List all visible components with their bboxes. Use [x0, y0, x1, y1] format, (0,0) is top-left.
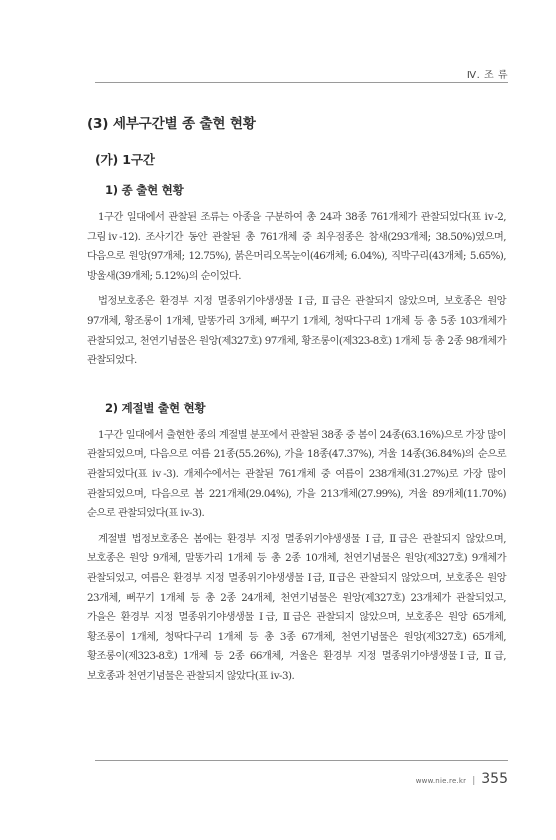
seasonal-occurrence-paragraph-1: 1구간 일대에서 출현한 종의 계절별 분포에서 관찰된 38종 중 봄이 24종(63.16%)으로 가장 많이 관찰되었으며, 다음으로 여름 21종(55.26%), 가을 18종(47.37%), 겨울 14종(36.84%)의 순으로 관찰되었다(표 ⅳ-3). 개체수에서는 관찰된 761개체 중 여름이 238개체(31.27%)로 가장 많이 관찰되었으며, 다음으로 봄 221개체(29.04%), 가을 213개체(27.99%), 겨울 89개체(11.70%) 순으로 관찰되었다(표 ⅳ-3).	[87, 428, 506, 520]
header-divider	[95, 82, 508, 83]
species-occurrence-heading: 1) 종 출현 현황	[105, 183, 184, 197]
footer-divider	[95, 760, 508, 761]
species-occurrence-paragraph-2: 법정보호종은 환경부 지정 멸종위기야생생물 Ⅰ급, Ⅱ급은 관찰되지 않았으며, 보호종은 원앙 97개체, 황조롱이 1개체, 말똥가리 3개체, 뻐꾸기 1개체, 청딱다구리 1개체 등 총 5종 103개체가 관찰되었고, 천연기념물은 원앙(제327호) 97개체, 황조롱이(제323-8호) 1개체 등 총 2종 98개체가 관찰되었다.	[87, 295, 506, 367]
section-title: (3) 세부구간별 종 출현 현황	[87, 116, 256, 132]
seasonal-occurrence-heading: 2) 계절별 출현 현황	[105, 400, 206, 415]
species-occurrence-paragraph-1: 1구간 일대에서 관찰된 조류는 아종을 구분하여 총 24과 38종 761개체가 관찰되었다(표 ⅳ-2, 그림ⅳ-12). 조사기간 동안 관찰된 총 761개체 중 최우점종은 참새(293개체; 38.50%)였으며, 다음으로 원앙(97개체; 12.75%), 붉은머리오목눈이(46개체; 6.04%), 직박구리(43개체; 5.65%), 방울새(39개체; 5.12%)의 순이었다.	[87, 211, 506, 282]
page-number: 355	[481, 771, 508, 787]
footer-separator: |	[472, 776, 476, 786]
page-content	[87, 112, 506, 686]
footer-site: www.nie.re.kr	[415, 777, 467, 785]
subsection-title: (가) 1구간	[95, 152, 155, 167]
seasonal-occurrence-paragraph-2: 계절별 법정보호종은 봄에는 환경부 지정 멸종위기야생생물 Ⅰ급, Ⅱ급은 관찰되지 않았으며, 보호종은 원앙 9개체, 말똥가리 1개체 등 총 2종 10개체, 천연기념물은 원앙(제327호) 9개체가 관찰되었고, 여름은 환경부 지정 멸종위기야생생물 Ⅰ급, Ⅱ급은 관찰되지 않았으며, 보호종은 원앙 23개체, 뻐꾸기 1개체 등 총 2종 24개체, 천연기념물은 원앙(제327호) 23개체가 관찰되었고, 가을은 환경부 지정 멸종위기야생생물 Ⅰ급, Ⅱ급은 관찰되지 않았으며, 보호종은 원앙 65개체, 황조롱이 1개체, 청딱다구리 1개체 등 총 3종 67개체, 천연기념물은 원앙(제327호) 65개체, 황조롱이(제323-8호) 1개체 등 2종 66개체, 겨울은 환경부 지정 멸종위기야생생물Ⅰ급, Ⅱ급, 보호종과 천연기념물은 관찰되지 않았다(표 ⅳ-3).	[87, 532, 506, 682]
page-footer	[416, 771, 508, 787]
chapter-label: Ⅳ. 조 류	[466, 70, 508, 81]
